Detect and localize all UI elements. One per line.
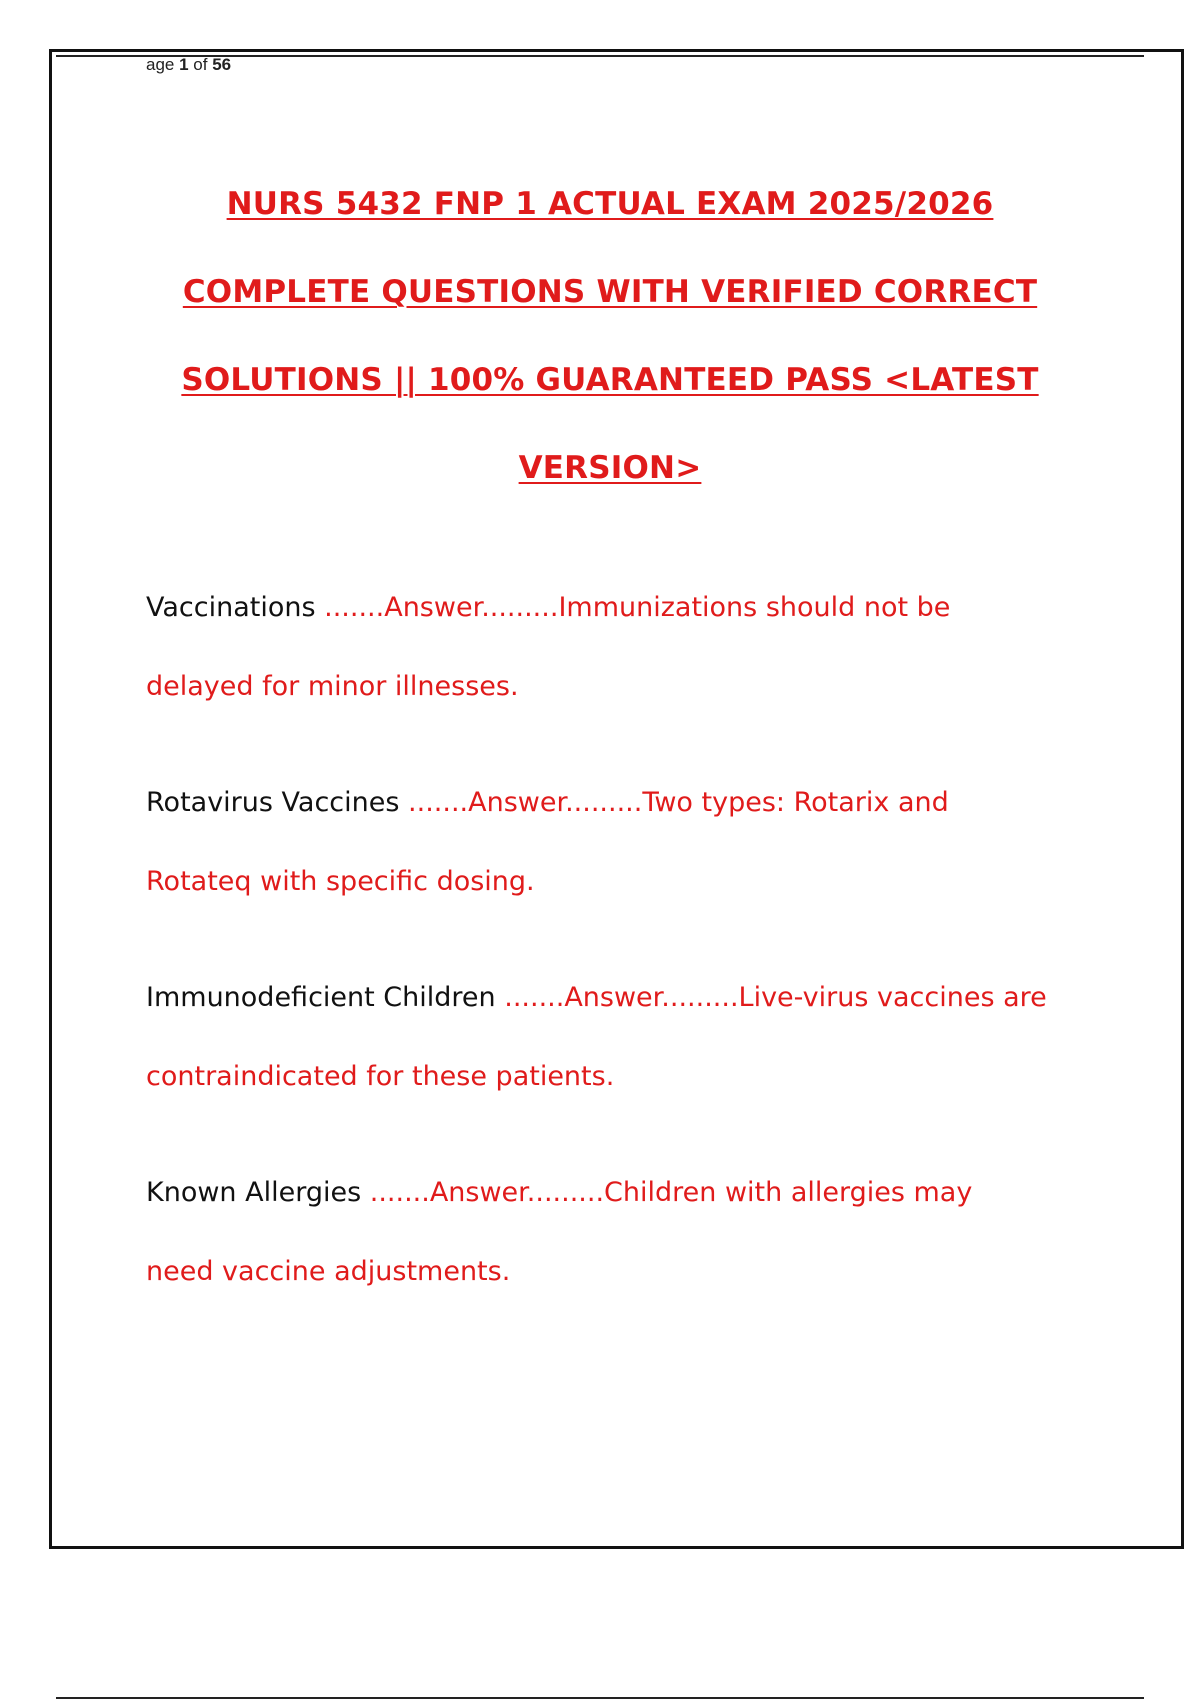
document-title bbox=[110, 178, 1110, 530]
qa-item-known-allergies bbox=[146, 1153, 1106, 1311]
title-line-4: VERSION> bbox=[518, 450, 702, 486]
qa-separator: .......Answer......... bbox=[495, 982, 739, 1013]
page-current: 1 bbox=[179, 55, 189, 74]
page-total: 56 bbox=[212, 55, 232, 74]
qa-item-immunodeficient-children bbox=[146, 958, 1106, 1116]
qa-term: Rotavirus Vaccines bbox=[146, 787, 400, 818]
title-line-2: COMPLETE QUESTIONS WITH VERIFIED CORRECT bbox=[182, 274, 1038, 310]
qa-term: Known Allergies bbox=[146, 1177, 362, 1208]
page-of: of bbox=[188, 55, 213, 74]
title-line-3: SOLUTIONS || 100% GUARANTEED PASS <LATEST bbox=[181, 362, 1039, 398]
qa-answer: Live-virus vaccines are bbox=[738, 982, 1047, 1013]
qa-first-line bbox=[146, 568, 1106, 647]
qa-answer-continued: contraindicated for these patients. bbox=[146, 1061, 615, 1092]
qa-first-line bbox=[146, 958, 1106, 1037]
qa-answer: Immunizations should not be bbox=[558, 592, 951, 623]
qa-answer-continued: Rotateq with specific dosing. bbox=[146, 866, 535, 897]
qa-separator: .......Answer......... bbox=[399, 787, 643, 818]
qa-separator: .......Answer......... bbox=[361, 1177, 605, 1208]
page-prefix: age bbox=[146, 55, 180, 74]
qa-list bbox=[146, 568, 1106, 1348]
qa-answer-continued: delayed for minor illnesses. bbox=[146, 671, 519, 702]
qa-item-vaccinations bbox=[146, 568, 1106, 726]
page-number bbox=[146, 56, 231, 74]
qa-separator: .......Answer......... bbox=[315, 592, 559, 623]
qa-answer: Two types: Rotarix and bbox=[642, 787, 949, 818]
qa-first-line bbox=[146, 763, 1106, 842]
qa-answer: Children with allergies may bbox=[604, 1177, 973, 1208]
qa-answer-continued: need vaccine adjustments. bbox=[146, 1256, 511, 1287]
qa-first-line bbox=[146, 1153, 1106, 1232]
qa-term: Immunodeficient Children bbox=[146, 982, 496, 1013]
footer-rule bbox=[56, 1697, 1144, 1699]
qa-term: Vaccinations bbox=[146, 592, 316, 623]
qa-item-rotavirus-vaccines bbox=[146, 763, 1106, 921]
title-line-1: NURS 5432 FNP 1 ACTUAL EXAM 2025/2026 bbox=[226, 186, 994, 222]
